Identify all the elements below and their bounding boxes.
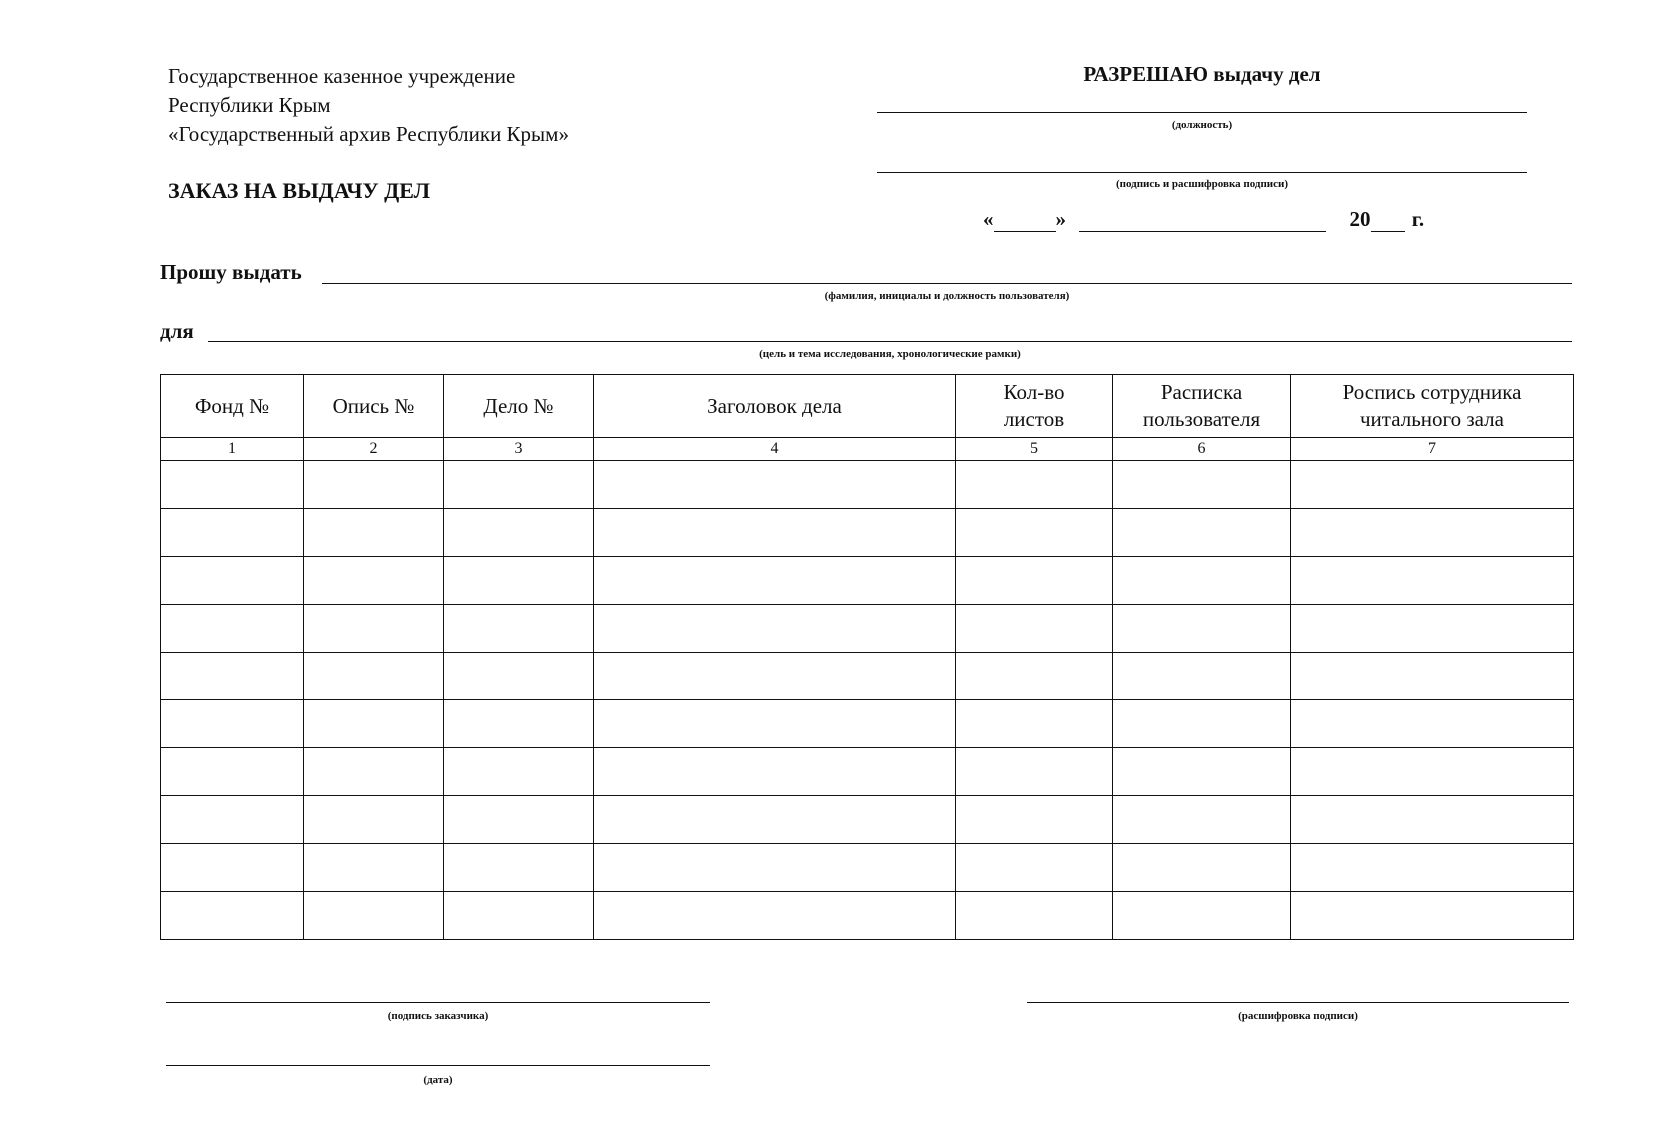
column-header-opis <box>304 375 444 438</box>
table-cell[interactable] <box>444 652 594 700</box>
table-cell[interactable] <box>594 604 956 652</box>
table-row <box>161 748 1574 796</box>
date-line[interactable] <box>166 1065 710 1066</box>
column-number: 5 <box>956 438 1113 461</box>
date-year-suffix: г. <box>1411 207 1425 231</box>
column-header-fond <box>161 375 304 438</box>
table-cell[interactable] <box>1291 796 1574 844</box>
table-cell[interactable] <box>161 844 304 892</box>
table-cell[interactable] <box>444 508 594 556</box>
table-cell[interactable] <box>1113 844 1291 892</box>
table-cell[interactable] <box>1113 604 1291 652</box>
table-cell[interactable] <box>956 556 1113 604</box>
table-cell[interactable] <box>1291 700 1574 748</box>
table-cell[interactable] <box>1291 892 1574 940</box>
table-cell[interactable] <box>1291 556 1574 604</box>
column-header-line: Роспись сотрудника <box>1342 380 1522 404</box>
approval-date-row <box>983 207 1424 232</box>
table-cell[interactable] <box>304 892 444 940</box>
table-cell[interactable] <box>444 556 594 604</box>
table-cell[interactable] <box>956 844 1113 892</box>
table-row <box>161 604 1574 652</box>
column-number: 3 <box>444 438 594 461</box>
table-cell[interactable] <box>444 461 594 509</box>
table-cell[interactable] <box>304 796 444 844</box>
table-cell[interactable] <box>1291 461 1574 509</box>
table-cell[interactable] <box>304 652 444 700</box>
table-cell[interactable] <box>161 556 304 604</box>
table-cell[interactable] <box>304 748 444 796</box>
column-number: 4 <box>594 438 956 461</box>
table-cell[interactable] <box>1291 652 1574 700</box>
signature-decoding-caption: (расшифровка подписи) <box>1238 1010 1358 1022</box>
column-header-line: пользователя <box>1142 407 1261 431</box>
table-cell[interactable] <box>444 604 594 652</box>
approval-signature-caption: (подпись и расшифровка подписи) <box>1115 178 1289 190</box>
table-cell[interactable] <box>956 652 1113 700</box>
column-header-sheets <box>956 375 1113 438</box>
table-cell[interactable] <box>594 796 956 844</box>
issue-line[interactable] <box>322 283 1572 284</box>
table-row <box>161 556 1574 604</box>
table-cell[interactable] <box>161 892 304 940</box>
date-year-prefix: 20 <box>1349 207 1371 231</box>
table-cell[interactable] <box>161 508 304 556</box>
table-row <box>161 700 1574 748</box>
table-cell[interactable] <box>594 508 956 556</box>
table-cell[interactable] <box>956 892 1113 940</box>
customer-signature-caption: (подпись заказчика) <box>387 1010 489 1022</box>
date-month-blank[interactable] <box>1079 212 1326 232</box>
table-cell[interactable] <box>956 796 1113 844</box>
table-cell[interactable] <box>594 892 956 940</box>
table-cell[interactable] <box>956 748 1113 796</box>
table-row <box>161 461 1574 509</box>
table-row <box>161 508 1574 556</box>
table-cell[interactable] <box>161 652 304 700</box>
organization-line-3: «Государственный архив Республики Крым» <box>168 122 569 146</box>
table-cell[interactable] <box>956 604 1113 652</box>
table-cell[interactable] <box>594 844 956 892</box>
organization-line-1: Государственное казенное учреждение <box>168 64 516 88</box>
for-line[interactable] <box>208 341 1572 342</box>
date-open-quote: « <box>983 207 994 231</box>
table-cell[interactable] <box>594 748 956 796</box>
approval-signature-line[interactable] <box>877 172 1527 173</box>
column-header-line: Дело № <box>483 393 554 418</box>
date-day-blank[interactable] <box>994 212 1056 232</box>
table-cell[interactable] <box>1113 748 1291 796</box>
table-cell[interactable] <box>1113 556 1291 604</box>
customer-signature-line[interactable] <box>166 1002 710 1003</box>
column-number-row <box>161 438 1574 461</box>
table-cell[interactable] <box>304 508 444 556</box>
approval-title: РАЗРЕШАЮ выдачу дел <box>1083 62 1321 86</box>
table-cell[interactable] <box>956 461 1113 509</box>
for-caption: (цель и тема исследования, хронологические рамки) <box>759 348 1021 360</box>
table-cell[interactable] <box>1291 844 1574 892</box>
date-year-blank[interactable] <box>1371 212 1405 232</box>
table-cell[interactable] <box>444 844 594 892</box>
table-cell[interactable] <box>444 700 594 748</box>
table-cell[interactable] <box>161 700 304 748</box>
table-cell[interactable] <box>956 700 1113 748</box>
column-number: 2 <box>304 438 444 461</box>
table-body <box>161 461 1574 940</box>
column-header-user-receipt <box>1113 375 1291 438</box>
date-caption: (дата) <box>423 1074 453 1086</box>
date-close-quote: » <box>1055 207 1066 231</box>
table-cell[interactable] <box>1113 508 1291 556</box>
table-cell[interactable] <box>1291 604 1574 652</box>
table-cell[interactable] <box>304 556 444 604</box>
organization-line-2: Республики Крым <box>168 93 331 117</box>
column-header-title <box>594 375 956 438</box>
table-cell[interactable] <box>956 508 1113 556</box>
order-title: ЗАКАЗ НА ВЫДАЧУ ДЕЛ <box>168 178 431 203</box>
column-header-line: Опись № <box>332 393 415 418</box>
table-cell[interactable] <box>1291 748 1574 796</box>
table-cell[interactable] <box>1113 700 1291 748</box>
table-cell[interactable] <box>304 604 444 652</box>
column-header-delo <box>444 375 594 438</box>
column-header-line: Заголовок дела <box>707 393 842 418</box>
column-header-line: Кол-во <box>1003 380 1065 404</box>
column-header-line: читального зала <box>1360 407 1504 431</box>
column-number: 1 <box>161 438 304 461</box>
position-line[interactable] <box>877 112 1527 113</box>
table-cell[interactable] <box>1113 892 1291 940</box>
issue-label: Прошу выдать <box>160 260 302 284</box>
issue-caption: (фамилия, инициалы и должность пользователя) <box>824 290 1070 302</box>
table-cell[interactable] <box>304 700 444 748</box>
table-cell[interactable] <box>304 844 444 892</box>
table-row <box>161 892 1574 940</box>
table-row <box>161 796 1574 844</box>
column-header-line: Фонд № <box>194 393 270 418</box>
table-row <box>161 652 1574 700</box>
position-caption: (должность) <box>1171 119 1233 131</box>
table-cell[interactable] <box>444 796 594 844</box>
table-header-row <box>161 375 1574 438</box>
table-cell[interactable] <box>161 796 304 844</box>
table-cell[interactable] <box>444 748 594 796</box>
table-cell[interactable] <box>444 892 594 940</box>
table-cell[interactable] <box>1113 652 1291 700</box>
table-cell[interactable] <box>594 556 956 604</box>
column-number: 6 <box>1113 438 1291 461</box>
column-number: 7 <box>1291 438 1574 461</box>
column-header-line: Расписка <box>1160 380 1243 404</box>
signature-decoding-line[interactable] <box>1027 1002 1569 1003</box>
table-cell[interactable] <box>304 461 444 509</box>
table-row <box>161 844 1574 892</box>
organization-name <box>168 62 569 149</box>
table-cell[interactable] <box>161 748 304 796</box>
column-header-staff-signature <box>1291 375 1574 438</box>
table-cell[interactable] <box>1113 796 1291 844</box>
table-cell[interactable] <box>1291 508 1574 556</box>
table-cell[interactable] <box>161 604 304 652</box>
table-cell[interactable] <box>594 652 956 700</box>
table-cell[interactable] <box>1113 461 1291 509</box>
order-table <box>160 374 1574 940</box>
table-cell[interactable] <box>161 461 304 509</box>
table-cell[interactable] <box>594 700 956 748</box>
table-cell[interactable] <box>594 461 956 509</box>
for-label: для <box>160 319 194 343</box>
column-header-line: листов <box>1003 407 1065 431</box>
